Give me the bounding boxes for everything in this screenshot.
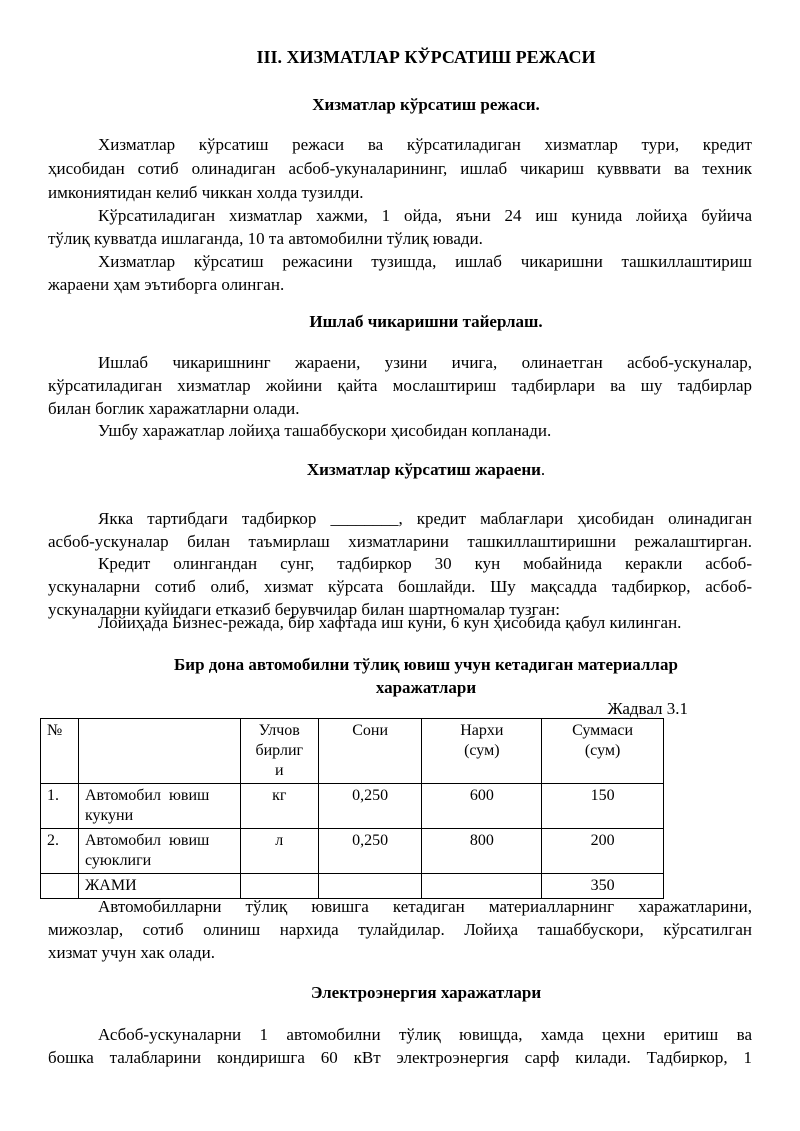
cell-sum: 200 (542, 829, 664, 874)
p10-line-2: бошка талабларини кондиришга 60 кВт электроэнергия сарф килади. Тадбиркор, 1 (48, 1048, 752, 1067)
p1-line-2: ҳисобидан сотиб олинадиган асбоб-укуналарининг, ишлаб чикариш кувввати ва техник (48, 159, 752, 178)
p9-line-1: Автомобилларни тўлиқ ювишга кетадиган материалларнинг харажатларини, (98, 897, 752, 916)
materials-table (40, 718, 664, 899)
header-price (422, 719, 542, 784)
header-name (78, 719, 240, 784)
p4-line-3: билан боглик харажатларни олади. (48, 399, 300, 418)
subheading-services-plan: Хизматлар кўрсатиш режаси. (312, 95, 540, 114)
p6-line-1: Якка тартибдаги тадбиркор ________, кредит маблағлари ҳисобидан олинадиган (98, 509, 752, 528)
header-qty: Сони (318, 719, 422, 784)
p10-line-1: Асбоб-ускуналарни 1 автомобилни тўлиқ ювищда, хамда цехни еритиш ва (98, 1025, 752, 1044)
table-row (41, 784, 664, 829)
header-price-line: Нархи (460, 722, 504, 739)
table-caption: Жадвал 3.1 (607, 699, 688, 718)
cell-sum: 150 (542, 784, 664, 829)
p9-line-2: мижозлар, сотиб олиниш нархида тулайдилар. Лойиҳа ташаббускори, кўрсатилган (48, 920, 752, 939)
header-sum-line: Суммаси (572, 722, 634, 739)
p2-line-2: тўлиқ кувватда ишлаганда, 10 та автомобилни тўлиқ ювади. (48, 229, 483, 248)
cell-number: 2. (41, 829, 79, 874)
p7-line-2: ускуналарни сотиб олиб, хизмат кўрсата бошлайди. Шу мақсадда тадбиркор, асбоб- (48, 577, 752, 596)
table-title-line-1: Бир дона автомобилни тўлиқ ювиш учун кетадиган материаллар (174, 655, 678, 674)
cell-qty (318, 874, 422, 899)
p8-line: Лойиҳада Бизнес-режада, бир хафтада иш куни, 6 кун ҳисобида қабул килинган. (98, 613, 682, 632)
cell-total-label: ЖАМИ (78, 874, 240, 899)
section-title: III. ХИЗМАТЛАР КЎРСАТИШ РЕЖАСИ (256, 47, 596, 67)
p7-line-1: Кредит олингандан сунг, тадбиркор 30 кун мобайнида керакли асбоб- (98, 554, 752, 573)
header-sum (542, 719, 664, 784)
cell-name (78, 829, 240, 874)
cell-name-line: кукуни (84, 807, 134, 824)
header-unit-line: и (275, 762, 284, 779)
subheading-electricity: Электроэнергия харажатлари (310, 983, 542, 1002)
cell-price (422, 874, 542, 899)
cell-name (78, 784, 240, 829)
p1-line-3: имкониятидан келиб чиккан холда тузилди. (48, 183, 364, 202)
p2-line-1: Кўрсатиладиган хизматлар хажми, 1 ойда, яъни 24 иш кунида лойиҳа буйича (98, 206, 752, 225)
p3-line-1: Хизматлар кўрсатиш режасини тузишда, ишлаб чикаришни ташкиллаштириш (98, 252, 752, 271)
p4-line-2: кўрсатиладиган хизматлар жойини қайта мослаштириш тадбирлари ва шу тадбирлар (48, 376, 752, 395)
header-number: № (41, 719, 79, 784)
cell-name-line: Автомобил ювиш (84, 832, 210, 849)
p4-line-1: Ишлаб чикаришнинг жараени, узини ичига, олинаетган асбоб-ускуналар, (98, 353, 752, 372)
p5-line: Ушбу харажатлар лойиҳа ташаббускори ҳисобидан копланади. (98, 421, 552, 440)
header-price-line: (сум) (464, 742, 500, 759)
cell-unit (240, 874, 318, 899)
cell-unit: л (240, 829, 318, 874)
table-header-row (41, 719, 664, 784)
table-title-line-2: харажатлари (375, 678, 477, 697)
table-total-row (41, 874, 664, 899)
header-sum-line: (сум) (584, 742, 621, 759)
p6-line-2: асбоб-ускуналар билан таъмирлаш хизматларини ташкиллаштиришни режалаштирган. (48, 532, 752, 551)
table-row (41, 829, 664, 874)
subheading-preparation: Ишлаб чикаришни тайерлаш. (309, 312, 543, 331)
cell-number: 1. (41, 784, 79, 829)
cell-price: 600 (422, 784, 542, 829)
cell-unit: кг (240, 784, 318, 829)
cell-name-line: Автомобил ювиш (84, 787, 210, 804)
cell-price: 800 (422, 829, 542, 874)
p3-line-2: жараени ҳам эътиборга олинган. (48, 275, 285, 294)
p9-line-3: хизмат учун хак олади. (48, 943, 216, 962)
subheading-process-dot: . (540, 460, 546, 479)
cell-qty: 0,250 (318, 829, 422, 874)
subheading-process (0, 460, 800, 480)
cell-qty: 0,250 (318, 784, 422, 829)
p7-line-3: ускуналарни куйидаги етказиб берувчилар билан шартномалар тузган: (48, 600, 560, 619)
header-unit-line: Улчов (258, 722, 300, 739)
header-unit-line: бирлиг (255, 742, 304, 759)
cell-name-line: суюклиги (84, 852, 152, 869)
cell-total-sum: 350 (542, 874, 664, 899)
cell-number (41, 874, 79, 899)
subheading-process-text: Хизматлар кўрсатиш жараени (306, 460, 541, 479)
p1-line-1: Хизматлар кўрсатиш режаси ва кўрсатиладиган хизматлар тури, кредит (98, 135, 752, 154)
header-unit (240, 719, 318, 784)
